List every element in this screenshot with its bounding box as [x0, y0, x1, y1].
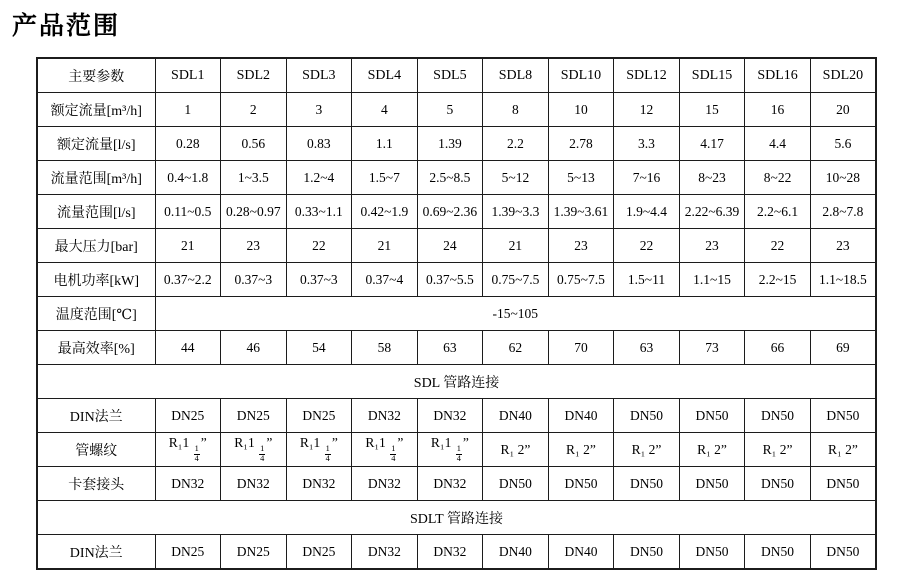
- value-cell: DN32: [221, 467, 287, 501]
- value-cell: 1.2~4: [286, 161, 352, 195]
- row-label: 管螺纹: [37, 433, 155, 467]
- model-column-header: SDL8: [483, 58, 549, 93]
- value-cell: DN25: [221, 399, 287, 433]
- table-row: [37, 127, 876, 161]
- fraction: $\frac{1}{4}$: [325, 444, 330, 464]
- value-cell: 5: [417, 93, 483, 127]
- value-cell: R₁1 $\frac{1}{4}$ ”: [221, 433, 287, 467]
- value-cell: 4.4: [745, 127, 811, 161]
- value-cell: R₁ 2”: [614, 433, 680, 467]
- table-row: [37, 263, 876, 297]
- value-cell: DN32: [417, 467, 483, 501]
- row-label: 电机功率[kW]: [37, 263, 155, 297]
- merged-value-cell: -15~105: [155, 297, 876, 331]
- value-cell: DN50: [745, 467, 811, 501]
- value-cell: 8~23: [679, 161, 745, 195]
- value-cell: DN50: [810, 399, 876, 433]
- value-cell: 63: [417, 331, 483, 365]
- value-cell: 0.11~0.5: [155, 195, 221, 229]
- value-cell: 21: [352, 229, 418, 263]
- value-cell: DN50: [614, 467, 680, 501]
- value-cell: DN25: [286, 535, 352, 570]
- value-cell: 10~28: [810, 161, 876, 195]
- value-cell: 70: [548, 331, 614, 365]
- value-cell: 1.5~11: [614, 263, 680, 297]
- row-label: 卡套接头: [37, 467, 155, 501]
- value-cell: 20: [810, 93, 876, 127]
- value-cell: 2.22~6.39: [679, 195, 745, 229]
- value-cell: 1.39~3.61: [548, 195, 614, 229]
- fraction: $\frac{1}{4}$: [194, 444, 199, 464]
- value-cell: DN32: [286, 467, 352, 501]
- value-cell: 3: [286, 93, 352, 127]
- row-label: 流量范围[l/s]: [37, 195, 155, 229]
- table-row: [37, 93, 876, 127]
- value-cell: 23: [548, 229, 614, 263]
- value-cell: R₁1 $\frac{1}{4}$ ”: [155, 433, 221, 467]
- value-cell: DN32: [155, 467, 221, 501]
- value-cell: DN50: [745, 535, 811, 570]
- value-cell: 1.9~4.4: [614, 195, 680, 229]
- value-cell: R₁ 2”: [745, 433, 811, 467]
- value-cell: 21: [155, 229, 221, 263]
- model-column-header: SDL3: [286, 58, 352, 93]
- spec-table: [36, 57, 877, 570]
- model-column-header: SDL1: [155, 58, 221, 93]
- value-cell: 2: [221, 93, 287, 127]
- value-cell: 1.39: [417, 127, 483, 161]
- page-title: 产品范围: [12, 12, 121, 40]
- value-cell: 22: [286, 229, 352, 263]
- value-cell: 23: [221, 229, 287, 263]
- value-cell: DN50: [679, 399, 745, 433]
- value-cell: 0.33~1.1: [286, 195, 352, 229]
- value-cell: DN25: [221, 535, 287, 570]
- value-cell: 4: [352, 93, 418, 127]
- value-cell: R₁ 2”: [483, 433, 549, 467]
- row-label: 最高效率[%]: [37, 331, 155, 365]
- value-cell: 0.56: [221, 127, 287, 161]
- value-cell: 7~16: [614, 161, 680, 195]
- value-cell: DN40: [548, 399, 614, 433]
- value-cell: DN50: [483, 467, 549, 501]
- value-cell: 5~12: [483, 161, 549, 195]
- value-cell: 0.4~1.8: [155, 161, 221, 195]
- value-cell: DN50: [614, 535, 680, 570]
- table-row: [37, 501, 876, 535]
- model-column-header: SDL10: [548, 58, 614, 93]
- value-cell: 2.8~7.8: [810, 195, 876, 229]
- value-cell: DN50: [679, 467, 745, 501]
- value-cell: 5.6: [810, 127, 876, 161]
- value-cell: 0.75~7.5: [548, 263, 614, 297]
- value-cell: 1: [155, 93, 221, 127]
- value-cell: 16: [745, 93, 811, 127]
- table-row: [37, 297, 876, 331]
- value-cell: 1~3.5: [221, 161, 287, 195]
- value-cell: 2.78: [548, 127, 614, 161]
- row-label: 流量范围[m³/h]: [37, 161, 155, 195]
- table-header-row: [37, 58, 876, 93]
- value-cell: 69: [810, 331, 876, 365]
- table-row: [37, 331, 876, 365]
- value-cell: 66: [745, 331, 811, 365]
- model-column-header: SDL15: [679, 58, 745, 93]
- row-label: 温度范围[℃]: [37, 297, 155, 331]
- value-cell: 23: [679, 229, 745, 263]
- value-cell: 8: [483, 93, 549, 127]
- table-row: [37, 365, 876, 399]
- value-cell: 62: [483, 331, 549, 365]
- value-cell: DN50: [548, 467, 614, 501]
- value-cell: 0.42~1.9: [352, 195, 418, 229]
- value-cell: 21: [483, 229, 549, 263]
- param-column-header: 主要参数: [37, 58, 155, 93]
- model-column-header: SDL12: [614, 58, 680, 93]
- value-cell: 10: [548, 93, 614, 127]
- table-row: [37, 399, 876, 433]
- table-row: [37, 433, 876, 467]
- table-row: [37, 161, 876, 195]
- row-label: DIN法兰: [37, 399, 155, 433]
- value-cell: 46: [221, 331, 287, 365]
- value-cell: 1.1: [352, 127, 418, 161]
- section-header-cell: SDL 管路连接: [37, 365, 876, 399]
- model-column-header: SDL5: [417, 58, 483, 93]
- model-column-header: SDL16: [745, 58, 811, 93]
- value-cell: DN25: [155, 399, 221, 433]
- value-cell: 3.3: [614, 127, 680, 161]
- value-cell: 22: [614, 229, 680, 263]
- value-cell: DN50: [745, 399, 811, 433]
- value-cell: 44: [155, 331, 221, 365]
- value-cell: 2.2~6.1: [745, 195, 811, 229]
- value-cell: DN50: [810, 535, 876, 570]
- model-column-header: SDL20: [810, 58, 876, 93]
- value-cell: 0.37~2.2: [155, 263, 221, 297]
- value-cell: 5~13: [548, 161, 614, 195]
- value-cell: 63: [614, 331, 680, 365]
- value-cell: DN32: [352, 399, 418, 433]
- value-cell: 1.1~15: [679, 263, 745, 297]
- fraction: $\frac{1}{4}$: [260, 444, 265, 464]
- value-cell: DN50: [679, 535, 745, 570]
- row-label: 额定流量[l/s]: [37, 127, 155, 161]
- value-cell: 0.69~2.36: [417, 195, 483, 229]
- value-cell: 0.37~4: [352, 263, 418, 297]
- value-cell: DN32: [417, 535, 483, 570]
- value-cell: 22: [745, 229, 811, 263]
- table-row: [37, 195, 876, 229]
- value-cell: 0.37~3: [221, 263, 287, 297]
- table-row: [37, 535, 876, 570]
- value-cell: 0.28~0.97: [221, 195, 287, 229]
- value-cell: R₁ 2”: [679, 433, 745, 467]
- value-cell: 1.1~18.5: [810, 263, 876, 297]
- value-cell: 1.5~7: [352, 161, 418, 195]
- model-column-header: SDL2: [221, 58, 287, 93]
- value-cell: 0.75~7.5: [483, 263, 549, 297]
- value-cell: 1.39~3.3: [483, 195, 549, 229]
- model-column-header: SDL4: [352, 58, 418, 93]
- value-cell: R₁ 2”: [548, 433, 614, 467]
- value-cell: 2.2~15: [745, 263, 811, 297]
- value-cell: 23: [810, 229, 876, 263]
- value-cell: 12: [614, 93, 680, 127]
- row-label: DIN法兰: [37, 535, 155, 570]
- value-cell: DN32: [352, 467, 418, 501]
- value-cell: R₁ 2”: [810, 433, 876, 467]
- table-head: [37, 58, 876, 93]
- value-cell: DN32: [352, 535, 418, 570]
- value-cell: 2.5~8.5: [417, 161, 483, 195]
- value-cell: R₁1 $\frac{1}{4}$ ”: [352, 433, 418, 467]
- value-cell: DN50: [614, 399, 680, 433]
- value-cell: DN40: [548, 535, 614, 570]
- value-cell: 73: [679, 331, 745, 365]
- value-cell: 2.2: [483, 127, 549, 161]
- row-label: 额定流量[m³/h]: [37, 93, 155, 127]
- value-cell: 15: [679, 93, 745, 127]
- value-cell: R₁1 $\frac{1}{4}$ ”: [286, 433, 352, 467]
- row-label: 最大压力[bar]: [37, 229, 155, 263]
- value-cell: 0.37~5.5: [417, 263, 483, 297]
- value-cell: 58: [352, 331, 418, 365]
- fraction: $\frac{1}{4}$: [391, 444, 396, 464]
- table-row: [37, 229, 876, 263]
- value-cell: 0.83: [286, 127, 352, 161]
- value-cell: R₁1 $\frac{1}{4}$ ”: [417, 433, 483, 467]
- value-cell: DN40: [483, 399, 549, 433]
- value-cell: DN32: [417, 399, 483, 433]
- table-body: [37, 93, 876, 570]
- value-cell: 4.17: [679, 127, 745, 161]
- value-cell: DN25: [155, 535, 221, 570]
- value-cell: 0.28: [155, 127, 221, 161]
- table-row: [37, 467, 876, 501]
- value-cell: 0.37~3: [286, 263, 352, 297]
- value-cell: 24: [417, 229, 483, 263]
- value-cell: 54: [286, 331, 352, 365]
- value-cell: DN40: [483, 535, 549, 570]
- value-cell: 8~22: [745, 161, 811, 195]
- value-cell: DN50: [810, 467, 876, 501]
- value-cell: DN25: [286, 399, 352, 433]
- fraction: $\frac{1}{4}$: [456, 444, 461, 464]
- section-header-cell: SDLT 管路连接: [37, 501, 876, 535]
